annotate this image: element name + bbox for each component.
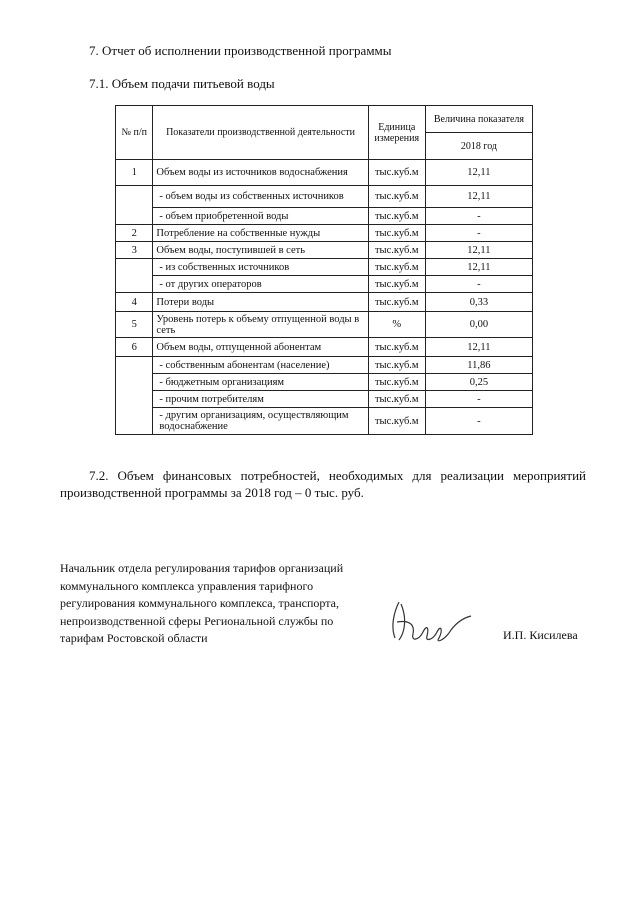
value-cell: 12,11 [425, 242, 532, 259]
value-cell: 0,00 [425, 312, 532, 338]
row-number: 1 [116, 160, 153, 186]
indicator-cell: Объем воды, отпущенной абонентам [153, 338, 368, 357]
row-number: 4 [116, 293, 153, 312]
unit-cell: % [368, 312, 425, 338]
value-cell: 12,11 [425, 186, 532, 208]
indicator-cell: - другим организациям, осуществляющим водоснабжение [153, 408, 368, 435]
unit-cell: тыс.куб.м [368, 160, 425, 186]
table-row [116, 408, 533, 435]
table-row [116, 160, 533, 186]
table-row [116, 242, 533, 259]
value-cell: 12,11 [425, 338, 532, 357]
signer-name: И.П. Кисилева [503, 628, 578, 642]
unit-cell: тыс.куб.м [368, 357, 425, 374]
value-cell: - [425, 391, 532, 408]
handwritten-signature [385, 594, 475, 646]
value-cell: - [425, 208, 532, 225]
col-header-year: 2018 год [425, 133, 532, 160]
value-cell: - [425, 225, 532, 242]
table-row [116, 259, 533, 276]
value-cell: 12,11 [425, 160, 532, 186]
unit-cell: тыс.куб.м [368, 208, 425, 225]
unit-cell: тыс.куб.м [368, 408, 425, 435]
subsection-heading: 7.1. Объем подачи питьевой воды [89, 76, 275, 91]
unit-cell: тыс.куб.м [368, 293, 425, 312]
water-supply-table [115, 105, 533, 435]
table-row [116, 374, 533, 391]
value-cell: 0,33 [425, 293, 532, 312]
indicator-cell: Объем воды, поступившей в сеть [153, 242, 368, 259]
indicator-cell: - объем приобретенной воды [153, 208, 368, 225]
indicator-cell: - собственным абонентам (население) [153, 357, 368, 374]
unit-cell: тыс.куб.м [368, 276, 425, 293]
table-row [116, 225, 533, 242]
value-cell: 12,11 [425, 259, 532, 276]
col-header-indicator: Показатели производственной деятельности [153, 106, 368, 160]
indicator-cell: - из собственных источников [153, 259, 368, 276]
value-cell: - [425, 408, 532, 435]
col-header-num: № п/п [116, 106, 153, 160]
row-number: 6 [116, 338, 153, 357]
value-cell: 11,86 [425, 357, 532, 374]
table-row [116, 293, 533, 312]
col-header-value: Величина показателя [425, 106, 532, 133]
col-header-unit: Единица измерения [368, 106, 425, 160]
unit-cell: тыс.куб.м [368, 338, 425, 357]
indicator-cell: - бюджетным организациям [153, 374, 368, 391]
section-heading: 7. Отчет об исполнении производственной программы [89, 43, 392, 58]
signer-position: Начальник отдела регулирования тарифов организаций коммунального комплекса управления тарифного регулирования коммунального комплекса, транспорта, непроизводственной сферы Региональной службы по тарифам Ростовской области [60, 561, 344, 645]
table-row [116, 391, 533, 408]
table-row [116, 276, 533, 293]
row-number-empty [116, 186, 153, 225]
indicator-cell: Уровень потерь к объему отпущенной воды в сеть [153, 312, 368, 338]
unit-cell: тыс.куб.м [368, 391, 425, 408]
unit-cell: тыс.куб.м [368, 374, 425, 391]
row-number-empty [116, 259, 153, 293]
unit-cell: тыс.куб.м [368, 186, 425, 208]
indicator-cell: - от других операторов [153, 276, 368, 293]
table-row [116, 312, 533, 338]
row-number: 5 [116, 312, 153, 338]
indicator-cell: Объем воды из источников водоснабжения [153, 160, 368, 186]
financial-paragraph: 7.2. Объем финансовых потребностей, необходимых для реализации мероприятий производственной программы за 2018 год – 0 тыс. руб. [60, 468, 586, 500]
row-number: 2 [116, 225, 153, 242]
unit-cell: тыс.куб.м [368, 225, 425, 242]
row-number-empty [116, 357, 153, 435]
table-row [116, 338, 533, 357]
table-row [116, 186, 533, 208]
unit-cell: тыс.куб.м [368, 259, 425, 276]
table-row [116, 357, 533, 374]
value-cell: 0,25 [425, 374, 532, 391]
indicator-cell: - прочим потребителям [153, 391, 368, 408]
row-number: 3 [116, 242, 153, 259]
value-cell: - [425, 276, 532, 293]
table-row [116, 208, 533, 225]
indicator-cell: Потребление на собственные нужды [153, 225, 368, 242]
indicator-cell: - объем воды из собственных источников [153, 186, 368, 208]
indicator-cell: Потери воды [153, 293, 368, 312]
unit-cell: тыс.куб.м [368, 242, 425, 259]
